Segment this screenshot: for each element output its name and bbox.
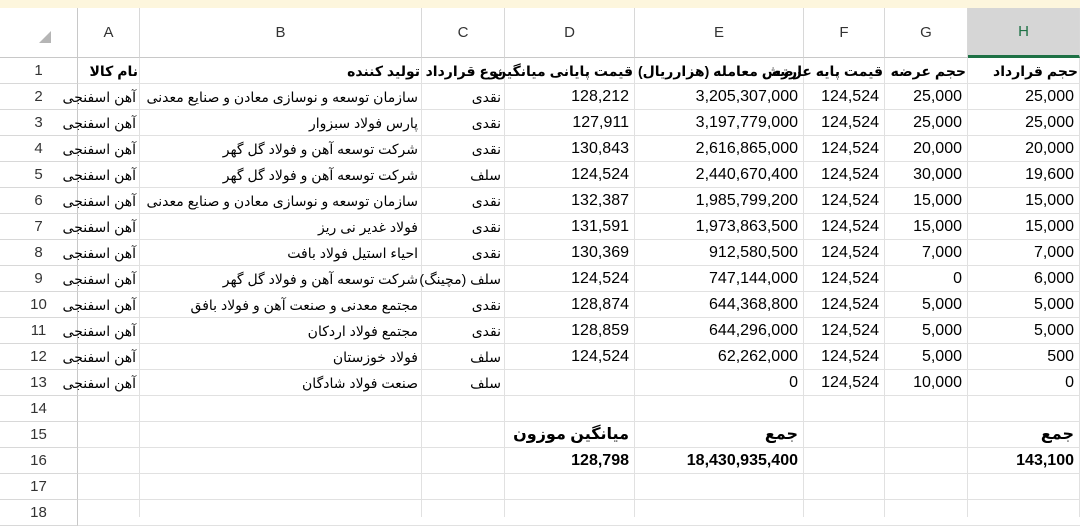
trade-value-total-label[interactable]: جمع [764, 426, 798, 443]
cell-supply-volume[interactable]: 5,000 [921, 348, 962, 365]
cell-contract-type[interactable]: نقدی [471, 89, 501, 105]
row-header-2[interactable]: 2 [0, 84, 78, 110]
header-cell-g[interactable]: حجم عرضه [890, 63, 966, 79]
row-header-16[interactable]: 16 [0, 448, 78, 474]
cell-product-name[interactable]: آهن اسفنجی [62, 193, 136, 209]
row-header-1[interactable]: 1 [0, 58, 78, 84]
contract-volume-total-label[interactable]: جمع [1040, 426, 1074, 443]
cell-trade-value[interactable]: 644,368,800 [709, 296, 798, 313]
column-header-e[interactable]: E [635, 8, 804, 58]
cell-contract-volume[interactable]: 25,000 [1025, 88, 1074, 105]
cell-final-price[interactable]: 127,911 [572, 114, 629, 131]
cell-supply-volume[interactable]: 7,000 [921, 244, 962, 261]
cell-final-price[interactable]: 131,591 [571, 218, 629, 235]
cell-contract-volume[interactable]: 5,000 [1033, 296, 1074, 313]
cell-final-price[interactable]: 124,524 [571, 270, 629, 287]
header-cell-a[interactable]: نام کالا [89, 63, 138, 79]
cell-producer[interactable]: شرکت توسعه آهن و فولاد گل گهر [222, 141, 418, 157]
cell-producer[interactable]: مجتمع فولاد اردکان [307, 323, 418, 339]
row-header-10[interactable]: 10 [0, 292, 78, 318]
cell-final-price[interactable]: 130,843 [571, 140, 629, 157]
trade-value-total[interactable]: 18,430,935,400 [686, 452, 798, 469]
cell-trade-value[interactable]: 62,262,000 [717, 348, 798, 365]
cell-base-price[interactable]: 124,524 [821, 270, 879, 287]
cell-final-price[interactable]: 132,387 [571, 192, 629, 209]
cell-trade-value[interactable]: 644,296,000 [709, 322, 798, 339]
cell-final-price[interactable]: 124,524 [571, 348, 629, 365]
row-header-17[interactable]: 17 [0, 474, 78, 500]
cell-product-name[interactable]: آهن اسفنجی [62, 349, 136, 365]
column-header-f[interactable]: F [804, 8, 885, 58]
header-cell-h[interactable]: حجم قرارداد [993, 63, 1078, 79]
header-cell-d[interactable]: قیمت پایانی میانگین [494, 63, 633, 79]
cell-final-price[interactable] [505, 370, 635, 396]
row-header-6[interactable]: 6 [0, 188, 78, 214]
cell-base-price[interactable]: 124,524 [821, 244, 879, 261]
cell-product-name[interactable]: آهن اسفنجی [62, 297, 136, 313]
cell-supply-volume[interactable]: 30,000 [913, 166, 962, 183]
cell-final-price[interactable]: 124,524 [571, 166, 629, 183]
cell-contract-volume[interactable]: 20,000 [1025, 140, 1074, 157]
cell-trade-value[interactable]: 2,616,865,000 [695, 140, 798, 157]
cell-trade-value[interactable]: 747,144,000 [709, 270, 798, 287]
column-header-c[interactable]: C [422, 8, 505, 58]
cell-supply-volume[interactable]: 20,000 [913, 140, 962, 157]
cell-supply-volume[interactable]: 10,000 [913, 374, 962, 391]
cell-contract-type[interactable]: سلف [470, 375, 501, 391]
cell-producer[interactable]: احیاء استیل فولاد بافت [287, 245, 418, 261]
cell-base-price[interactable]: 124,524 [821, 166, 879, 183]
cell-supply-volume[interactable]: 5,000 [921, 322, 962, 339]
cell-trade-value[interactable]: 0 [789, 374, 798, 391]
cell-producer[interactable]: فولاد خوزستان [332, 349, 418, 365]
cell-trade-value[interactable]: 2,440,670,400 [695, 166, 798, 183]
column-header-a[interactable]: A [78, 8, 140, 58]
cell-supply-volume[interactable]: 25,000 [913, 114, 962, 131]
row-header-18[interactable]: 18 [0, 500, 78, 526]
cell-producer[interactable]: مجتمع معدنی و صنعت آهن و فولاد بافق [190, 297, 418, 313]
row-header-5[interactable]: 5 [0, 162, 78, 188]
cell-product-name[interactable]: آهن اسفنجی [62, 167, 136, 183]
weighted-average-value[interactable]: 128,798 [571, 452, 629, 469]
column-header-b[interactable]: B [140, 8, 422, 58]
cell-trade-value[interactable]: 3,197,779,000 [695, 114, 798, 131]
cell-base-price[interactable]: 124,524 [821, 140, 879, 157]
cell-supply-volume[interactable]: 15,000 [913, 192, 962, 209]
cell-product-name[interactable]: آهن اسفنجی [62, 271, 136, 287]
cell-base-price[interactable]: 124,524 [821, 348, 879, 365]
cell-trade-value[interactable]: 1,985,799,200 [695, 192, 798, 209]
row-header-11[interactable]: 11 [0, 318, 78, 344]
row-header-9[interactable]: 9 [0, 266, 78, 292]
cell-producer[interactable]: شرکت توسعه آهن و فولاد گل گهر [222, 167, 418, 183]
cell-product-name[interactable]: آهن اسفنجی [62, 115, 136, 131]
cell-base-price[interactable]: 124,524 [821, 322, 879, 339]
cell-contract-volume[interactable]: 5,000 [1033, 322, 1074, 339]
cell-contract-type[interactable]: نقدی [471, 115, 501, 131]
cell-producer[interactable]: سازمان توسعه و نوسازی معادن و صنایع معدنی [146, 89, 418, 105]
header-cell-c[interactable]: نوع قرارداد [425, 63, 503, 79]
header-cell-b[interactable]: تولید کننده [347, 63, 420, 79]
cell-product-name[interactable]: آهن اسفنجی [62, 245, 136, 261]
cell-product-name[interactable]: آهن اسفنجی [62, 141, 136, 157]
cell-contract-volume[interactable]: 6,000 [1033, 270, 1074, 287]
row-header-3[interactable]: 3 [0, 110, 78, 136]
cell-product-name[interactable]: آهن اسفنجی [62, 323, 136, 339]
cell-contract-type[interactable]: سلف [470, 349, 501, 365]
cell-base-price[interactable]: 124,524 [821, 114, 879, 131]
header-cell-e[interactable]: ارزش معامله (هزارریال) [637, 63, 802, 79]
row-header-8[interactable]: 8 [0, 240, 78, 266]
cell-trade-value[interactable]: 1,973,863,500 [695, 218, 798, 235]
cell-trade-value[interactable]: 912,580,500 [709, 244, 798, 261]
cell-trade-value[interactable]: 3,205,307,000 [695, 88, 798, 105]
cell-supply-volume[interactable]: 5,000 [921, 296, 962, 313]
weighted-average-label[interactable]: میانگین موزون [513, 426, 629, 443]
row-header-13[interactable]: 13 [0, 370, 78, 396]
cell-supply-volume[interactable]: 15,000 [913, 218, 962, 235]
row-header-12[interactable]: 12 [0, 344, 78, 370]
cell-contract-volume[interactable]: 7,000 [1033, 244, 1074, 261]
cell-contract-type[interactable]: نقدی [471, 141, 501, 157]
cell-contract-type[interactable]: نقدی [471, 193, 501, 209]
cell-contract-type[interactable]: نقدی [471, 323, 501, 339]
column-header-d[interactable]: D [505, 8, 635, 58]
cell-supply-volume[interactable]: 0 [953, 270, 962, 287]
header-cell-f[interactable]: قیمت پایه عرضه [771, 63, 883, 79]
cell-contract-type[interactable]: نقدی [471, 297, 501, 313]
cell-base-price[interactable]: 124,524 [821, 296, 879, 313]
select-all-corner[interactable] [0, 8, 78, 58]
cell-producer[interactable]: صنعت فولاد شادگان [302, 375, 418, 391]
cell-product-name[interactable]: آهن اسفنجی [62, 219, 136, 235]
column-header-g[interactable]: G [885, 8, 968, 58]
cell-contract-type[interactable]: نقدی [471, 245, 501, 261]
cell-producer[interactable]: فولاد غدیر نی ریز [317, 219, 418, 235]
cell-contract-volume[interactable]: 15,000 [1025, 218, 1074, 235]
gridline-horizontal [78, 499, 1080, 500]
cell-product-name[interactable]: آهن اسفنجی [62, 89, 136, 105]
row-header-14[interactable]: 14 [0, 396, 78, 422]
cell-producer[interactable]: پارس فولاد سبزوار [308, 115, 418, 131]
cell-contract-volume[interactable]: 25,000 [1025, 114, 1074, 131]
cell-final-price[interactable]: 128,212 [571, 88, 629, 105]
cell-contract-volume[interactable]: 15,000 [1025, 192, 1074, 209]
column-header-h[interactable]: H [968, 8, 1080, 58]
cell-contract-type[interactable]: سلف (مچینگ) [419, 271, 501, 287]
cell-contract-volume[interactable]: 0 [1065, 374, 1074, 391]
cell-contract-volume[interactable]: 19,600 [1025, 166, 1074, 183]
select-all-icon [39, 31, 51, 43]
cell-supply-volume[interactable]: 25,000 [913, 88, 962, 105]
cell-contract-type[interactable]: نقدی [471, 219, 501, 235]
cell-product-name[interactable]: آهن اسفنجی [62, 375, 136, 391]
cell-producer[interactable]: شرکت توسعه آهن و فولاد گل گهر [222, 271, 418, 287]
cell-base-price[interactable]: 124,524 [821, 374, 879, 391]
cell-base-price[interactable]: 124,524 [821, 192, 879, 209]
cell-final-price[interactable]: 130,369 [571, 244, 629, 261]
cell-final-price[interactable]: 128,874 [571, 296, 629, 313]
row-header-4[interactable]: 4 [0, 136, 78, 162]
cell-base-price[interactable]: 124,524 [821, 218, 879, 235]
cell-producer[interactable]: سازمان توسعه و نوسازی معادن و صنایع معدنی [146, 193, 418, 209]
cell-contract-volume[interactable]: 500 [1047, 348, 1074, 365]
contract-volume-total[interactable]: 143,100 [1016, 452, 1074, 469]
cell-final-price[interactable]: 128,859 [571, 322, 629, 339]
cell-base-price[interactable]: 124,524 [821, 88, 879, 105]
row-header-15[interactable]: 15 [0, 422, 78, 448]
row-header-7[interactable]: 7 [0, 214, 78, 240]
cell-contract-type[interactable]: سلف [470, 167, 501, 183]
